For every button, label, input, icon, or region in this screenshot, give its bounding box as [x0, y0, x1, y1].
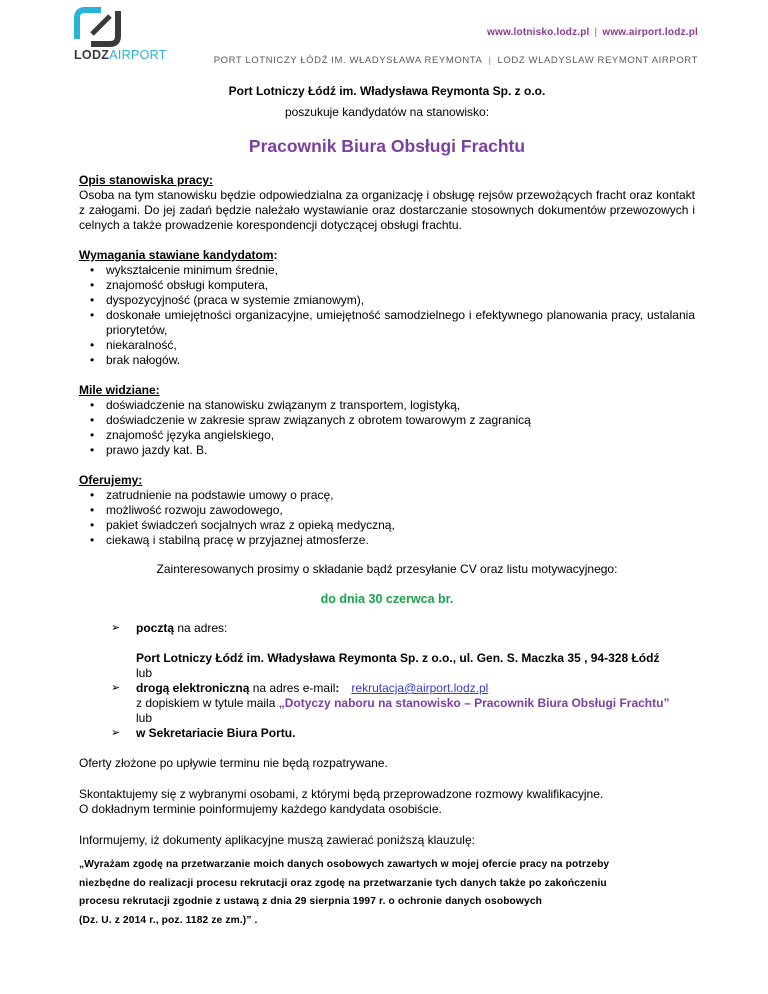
subtitle-en: LODZ WLADYSLAW REYMONT AIRPORT — [497, 55, 698, 66]
contact-line-2: O dokładnym terminie poinformujemy każdego kandydata osobiście. — [79, 802, 442, 816]
position-title: Pracownik Biura Obsługi Frachtu — [248, 136, 526, 156]
contact-line-1: Skontaktujemy się z wybranymi osobami, z którymi będą przeprowadzone rozmowy kwalifikacyjne. — [79, 787, 604, 801]
email-colon: : — [335, 681, 340, 695]
method-post — [79, 621, 695, 636]
requirements-colon: : — [273, 248, 278, 262]
list-item: • możliwość rozwoju zawodowego, — [79, 503, 695, 518]
job-posting — [79, 78, 695, 930]
list-item: • doskonałe umiejętności organizacyjne, umiejętność samodzielnego i efektywnego planowania pracy, ustalania priorytetów, — [79, 308, 695, 338]
welcome-section — [79, 383, 695, 458]
header-subtitle — [214, 55, 698, 66]
email-link[interactable]: rekrutacja@airport.lodz.pl — [351, 681, 489, 695]
postal-address: Port Lotniczy Łódź im. Władysława Reymonta Sp. z o.o., ul. Gen. S. Maczka 35 , 94-328 Łódź — [136, 651, 660, 665]
clause-line: „Wyrażam zgodę na przetwarzanie moich danych osobowych zawartych w mojej ofercie pracy na potrzeby — [79, 859, 610, 870]
logo-lodz: LODZ — [74, 48, 110, 62]
application-methods — [79, 621, 695, 741]
clause-line: niezbędne do realizacji procesu rekrutacji oraz zgodę na przetwarzanie tych danych także po zakończeniu — [79, 877, 607, 889]
secretariat: w Sekretariacie Biura Portu. — [136, 726, 296, 740]
list-item: • zatrudnienie na podstawie umowy o pracę, — [79, 488, 695, 503]
description-title: Opis stanowiska pracy: — [79, 173, 214, 187]
or-2: lub — [136, 711, 153, 725]
url-pl-link[interactable]: www.lotnisko.lodz.pl — [487, 27, 590, 38]
company-name: Port Lotniczy Łódź im. Władysława Reymonta Sp. z o.o. — [228, 84, 546, 98]
list-item: • doświadczenie na stanowisku związanym z transportem, logistyką, — [79, 398, 695, 413]
logo-airport: AIRPORT — [109, 48, 167, 62]
requirements-title: Wymagania stawiane kandydatom — [79, 248, 274, 262]
clause-intro: Informujemy, iż dokumenty aplikacyjne muszą zawierać poniższą klauzulę: — [79, 833, 475, 847]
method-email — [79, 681, 695, 696]
email-subject: „Dotyczy naboru na stanowisko – Pracownik Biura Obsługi Frachtu” — [278, 696, 670, 710]
clause-line: (Dz. U. z 2014 r., poz. 1182 ze zm.)” . — [79, 914, 258, 926]
list-item: • dyspozycyjność (praca w systemie zmianowym), — [79, 293, 695, 308]
airport-logo-icon — [74, 6, 124, 48]
requirements-section — [79, 248, 695, 368]
email-subject-line — [79, 696, 695, 711]
description-section — [79, 173, 695, 233]
airport-logo — [74, 6, 170, 64]
offer-title: Oferujemy: — [79, 473, 143, 487]
url-en-link[interactable]: www.airport.lodz.pl — [602, 27, 698, 38]
welcome-title: Mile widziane: — [79, 383, 160, 397]
arrow-bullet-icon: ➢ — [111, 622, 121, 634]
post-bold: pocztą — [136, 621, 175, 635]
list-item: • znajomość obsługi komputera, — [79, 278, 695, 293]
list-item: • doświadczenie w zakresie spraw związanych z obrotem towarowym z zagranicą — [79, 413, 695, 428]
consent-clause — [79, 856, 695, 930]
interest-text: Zainteresowanych prosimy o składanie bądź przesyłanie CV oraz listu motywacyjnego: — [156, 562, 618, 576]
subtitle-separator: | — [488, 55, 492, 66]
or-1: lub — [136, 666, 153, 680]
arrow-bullet-icon: ➢ — [111, 682, 121, 694]
post-rest: na adres: — [174, 621, 228, 635]
requirements-list — [79, 263, 695, 368]
list-item: • prawo jazdy kat. B. — [79, 443, 695, 458]
welcome-list — [79, 398, 695, 458]
list-item: • brak nałogów. — [79, 353, 695, 368]
url-separator: | — [594, 27, 598, 38]
arrow-bullet-icon: ➢ — [111, 727, 121, 739]
method-secretariat — [79, 726, 695, 741]
list-item: • znajomość języka angielskiego, — [79, 428, 695, 443]
deadline: do dnia 30 czerwca br. — [320, 592, 454, 606]
subject-prefix: z dopiskiem w tytule maila — [136, 696, 279, 710]
email-bold: drogą elektroniczną — [136, 681, 250, 695]
offer-list — [79, 488, 695, 548]
list-item: • niekaralność, — [79, 338, 695, 353]
late-note: Oferty złożone po upływie terminu nie będą rozpatrywane. — [79, 756, 388, 770]
offer-section — [79, 473, 695, 548]
seeking-line: poszukuje kandydatów na stanowisko: — [284, 105, 490, 119]
list-item: • wykształcenie minimum średnie, — [79, 263, 695, 278]
subtitle-pl: PORT LOTNICZY ŁÓDŹ IM. WŁADYSŁAWA REYMONTA — [213, 55, 483, 66]
list-item: • pakiet świadczeń socjalnych wraz z opieką medyczną, — [79, 518, 695, 533]
header-urls — [487, 27, 698, 38]
clause-line: procesu rekrutacji zgodnie z ustawą z dnia 29 sierpnia 1997 r. o ochronie danych osobowych — [79, 896, 543, 907]
description-text: Osoba na tym stanowisku będzie odpowiedzialna za organizację i obsługę rejsów przewożących fracht oraz kontakt z załogami. Do jej zadań będzie należało wystawianie oraz dostarczanie stosownych dokumentów przewozowych i celnych a także prowadzenie korespondencji dotyczącej obsługi frachtu. — [79, 188, 695, 232]
logo-wordmark — [74, 48, 167, 62]
email-rest: na adres e-mail — [249, 681, 336, 695]
list-item: • ciekawą i stabilną pracę w przyjaznej atmosferze. — [79, 533, 695, 548]
